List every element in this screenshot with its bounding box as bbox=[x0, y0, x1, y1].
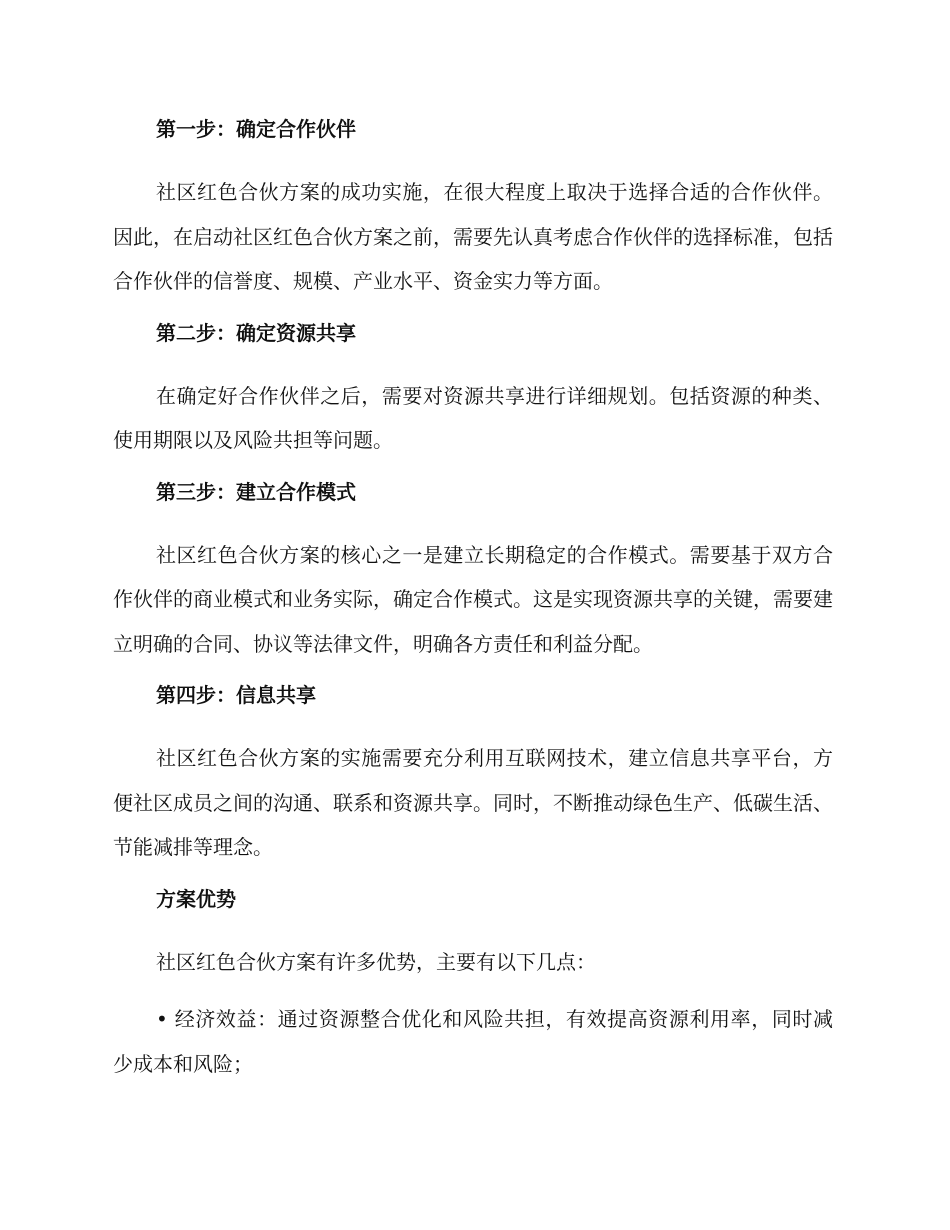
section-paragraph-step-1: 社区红色合伙方案的成功实施，在很大程度上取决于选择合适的合作伙伴。因此，在启动社区红色合伙方案之前，需要先认真考虑合作伙伴的选择标准，包括合作伙伴的信誉度、规模、产业水平、资金实力等方面。 bbox=[113, 180, 833, 293]
section-heading-step-4: 第四步：信息共享 bbox=[156, 683, 316, 707]
section-heading-step-3: 第三步：建立合作模式 bbox=[156, 479, 356, 504]
section-paragraph-step-4: 社区红色合伙方案的实施需要充分利用互联网技术，建立信息共享平台，方便社区成员之间的沟通、联系和资源共享。同时，不断推动绿色生产、低碳生活、节能减排等理念。 bbox=[113, 746, 833, 859]
section-heading-advantages: 方案优势 bbox=[156, 886, 236, 911]
section-heading-step-2: 第二步：确定资源共享 bbox=[156, 320, 356, 345]
section-paragraph-step-2: 在确定好合作伙伴之后，需要对资源共享进行详细规划。包括资源的种类、使用期限以及风险共担等问题。 bbox=[113, 383, 833, 452]
document-body bbox=[113, 113, 833, 1086]
section-paragraph-step-3: 社区红色合伙方案的核心之一是建立长期稳定的合作模式。需要基于双方合作伙伴的商业模式和业务实际，确定合作模式。这是实现资源共享的关键，需要建立明确的合同、协议等法律文件，明确各方责任和利益分配。 bbox=[113, 542, 833, 656]
section-paragraph-advantages: 社区红色合伙方案有许多优势，主要有以下几点： bbox=[156, 949, 596, 974]
bullet-item-economic-benefit: • 经济效益：通过资源整合优化和风险共担，有效提高资源利用率，同时减少成本和风险； bbox=[113, 1007, 833, 1076]
section-heading-step-1: 第一步：确定合作伙伴 bbox=[156, 117, 356, 141]
